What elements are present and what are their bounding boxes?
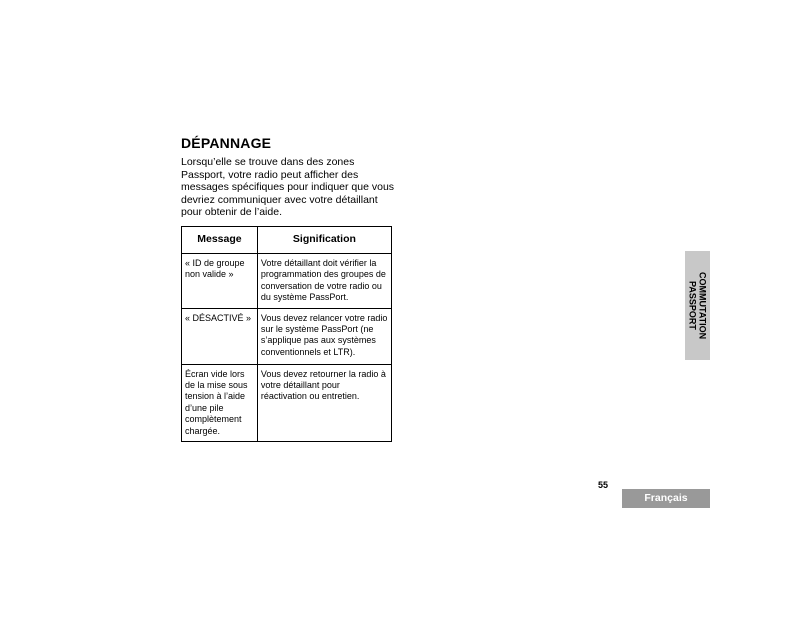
message-cell: « ID de groupe non valide »	[182, 254, 258, 309]
table-row	[182, 308, 392, 364]
language-label: Français	[622, 489, 710, 508]
section-side-tab	[685, 251, 710, 360]
side-tab-label: COMMUTATION PASSPORT	[687, 271, 708, 340]
message-cell: Écran vide lors de la mise sous tension à l’aide d’une pile complètement chargée.	[182, 364, 258, 441]
meaning-cell: Vous devez retourner la radio à votre détaillant pour réactivation ou entretien.	[257, 364, 391, 441]
meaning-cell: Votre détaillant doit vérifier la programmation des groupes de conversation de votre radio ou du système PassPort.	[257, 254, 391, 309]
meaning-cell: Vous devez relancer votre radio sur le système PassPort (ne s’applique pas aux systèmes conventionnels et LTR).	[257, 308, 391, 364]
table-row	[182, 254, 392, 309]
column-header-signification: Signification	[257, 227, 391, 254]
page-title: DÉPANNAGE	[181, 135, 272, 151]
page-number: 55	[598, 480, 609, 490]
table-header-row	[182, 227, 392, 254]
column-header-message: Message	[182, 227, 258, 254]
message-cell: « DÉSACTIVÉ »	[182, 308, 258, 364]
troubleshooting-table	[181, 226, 392, 442]
table-row	[182, 364, 392, 441]
intro-paragraph: Lorsqu’elle se trouve dans des zones Passport, votre radio peut afficher des messages spécifiques pour indiquer que vous devriez communiquer avec votre détaillant pour obtenir de l’aide.	[181, 156, 395, 219]
